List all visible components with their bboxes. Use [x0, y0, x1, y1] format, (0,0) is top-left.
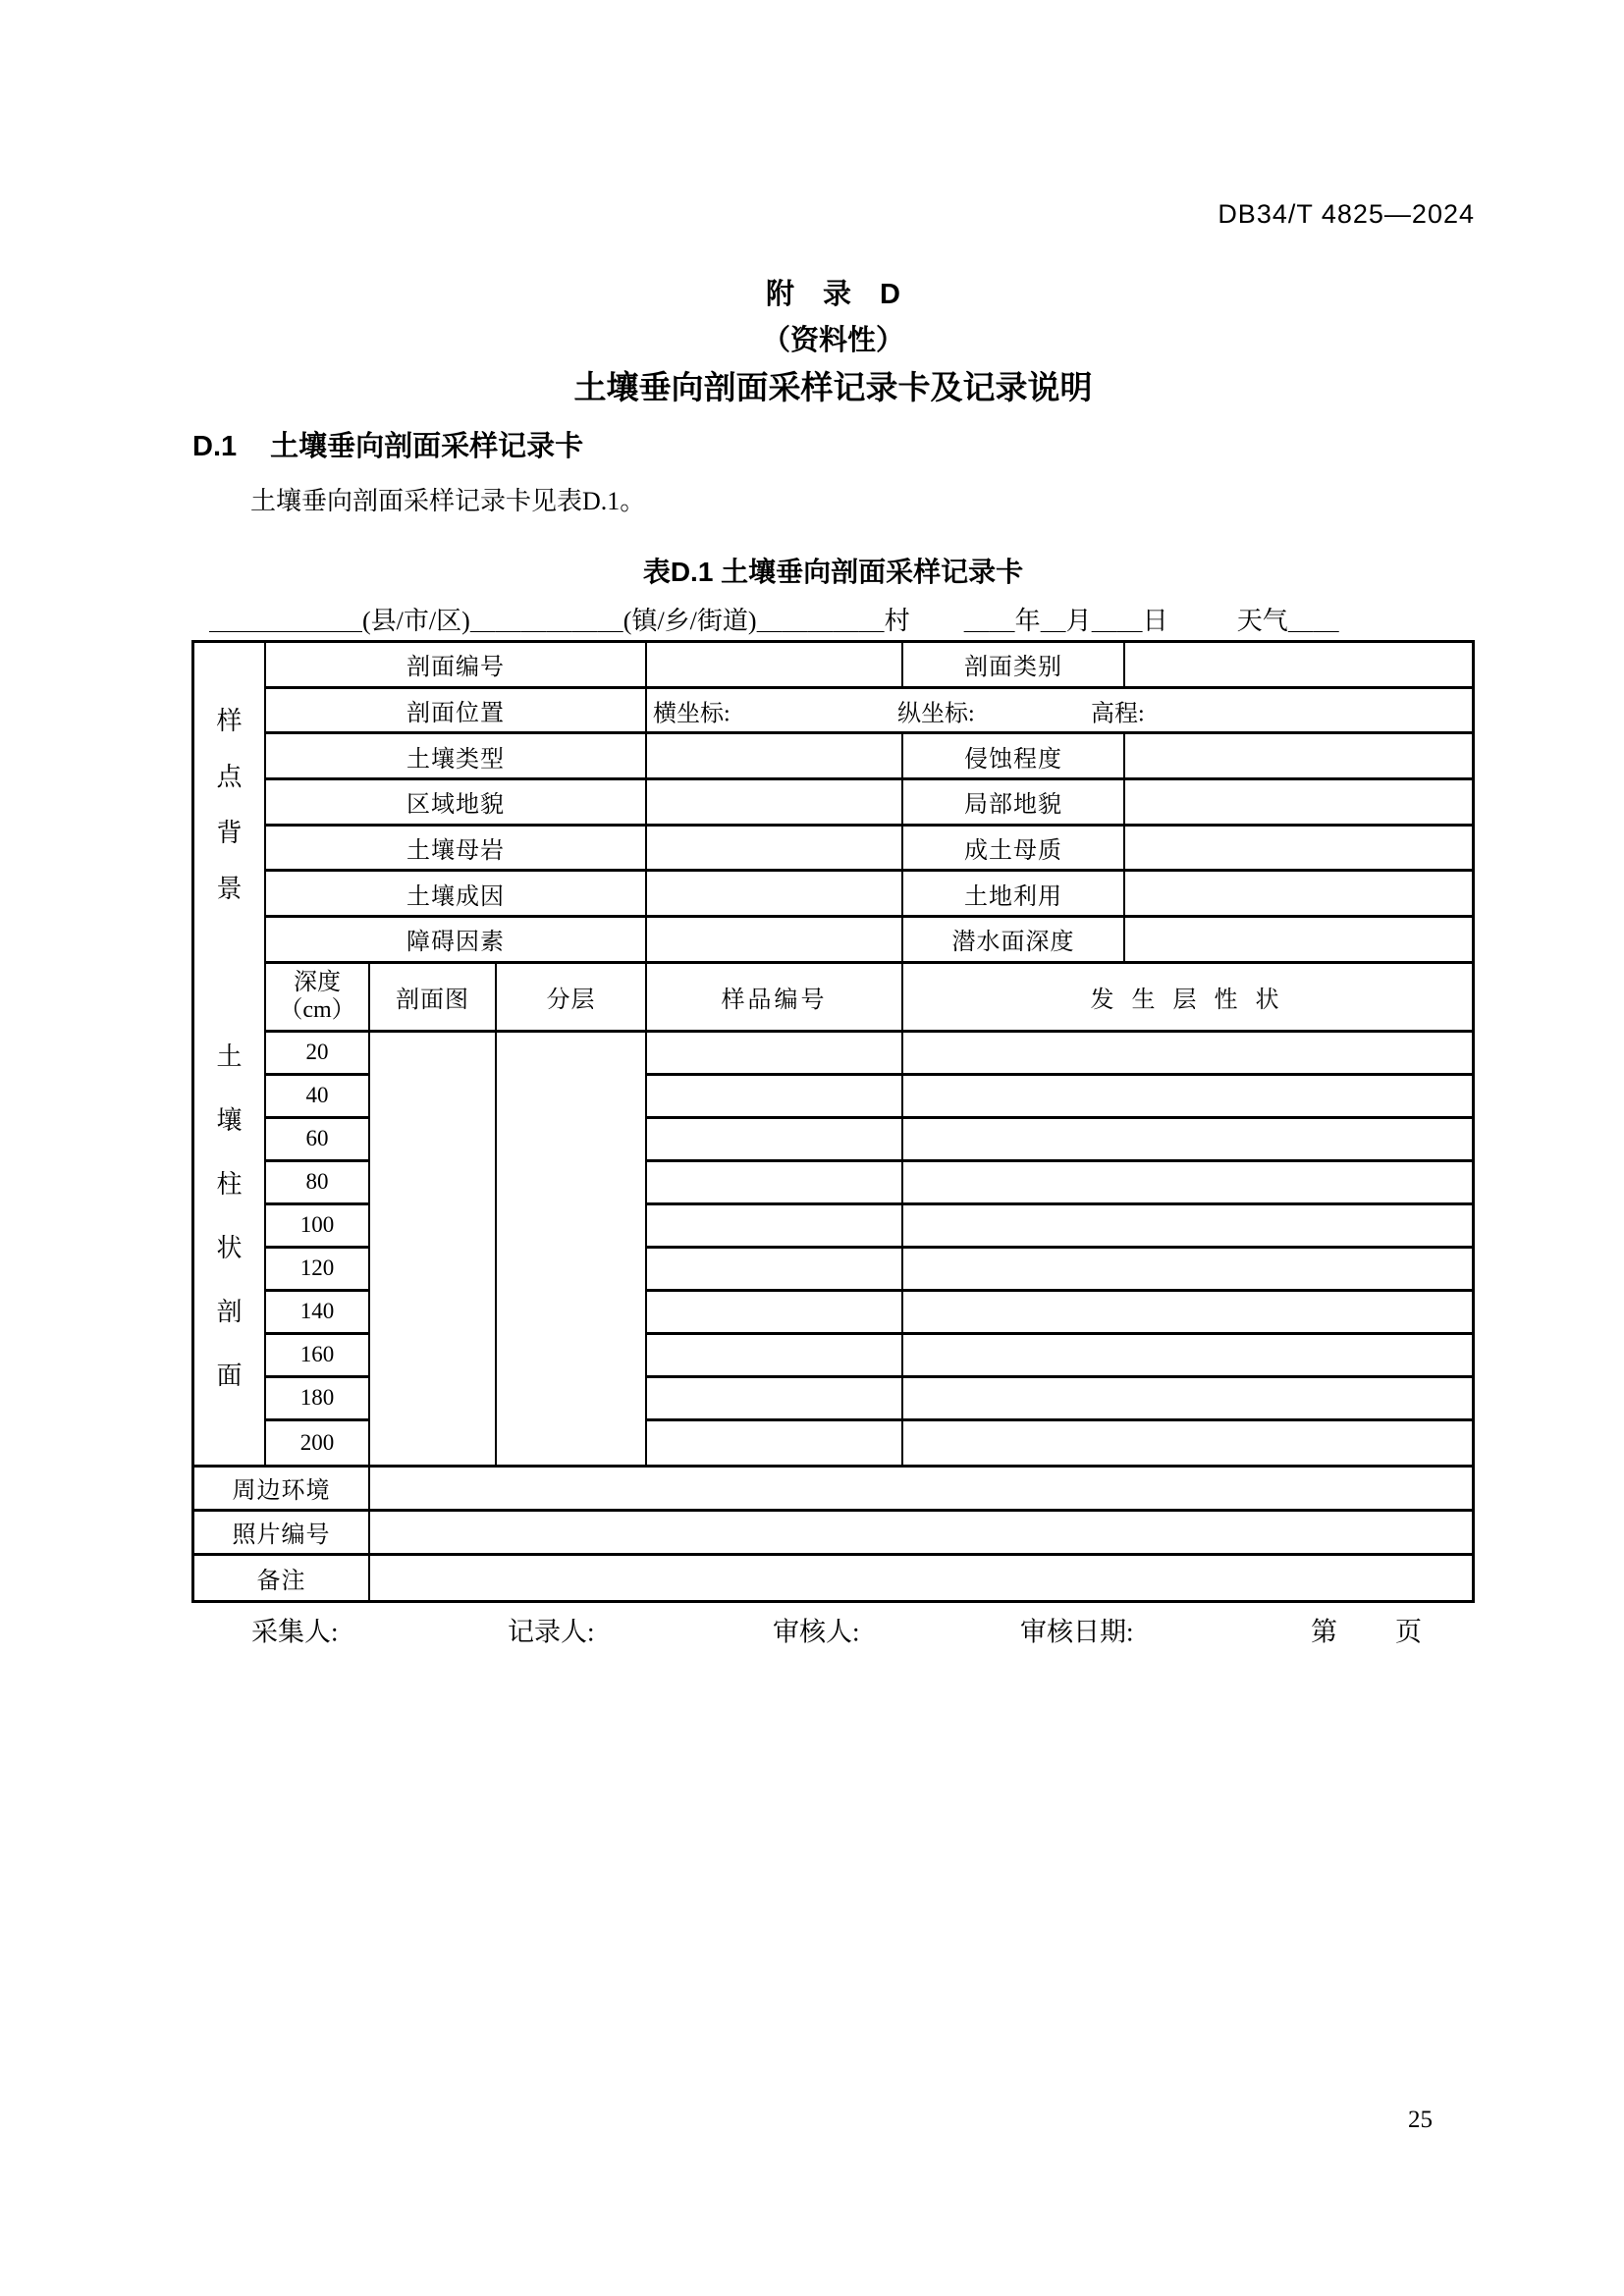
label-y-coordinate: 纵坐标:: [897, 701, 975, 727]
label-x-coordinate: 横坐标:: [653, 701, 731, 727]
label-photo-number: 照片编号: [194, 1512, 370, 1553]
column-header-sample-number: 样品编号: [647, 964, 903, 1030]
blank-line: ＿＿: [963, 607, 1015, 635]
depth-tick: 20: [266, 1033, 368, 1076]
sample-number-cell: [647, 1162, 903, 1202]
label-parent-rock: 土壤母岩: [266, 827, 647, 870]
label-surroundings: 周边环境: [194, 1468, 370, 1509]
label-review-date: 审核日期:: [1020, 1617, 1134, 1647]
table-row-soil-type: [266, 734, 1472, 780]
value-cell-profile-category: [1125, 643, 1472, 686]
sample-and-horizon-rows: [647, 1033, 1472, 1465]
value-cell-parent-material: [1125, 827, 1472, 870]
horizon-characteristics-cell: [903, 1378, 1472, 1418]
sample-horizon-row: [647, 1421, 1472, 1465]
group-char: 状: [216, 1233, 243, 1262]
year-label: 年: [1014, 607, 1041, 635]
depth-tick: 40: [266, 1076, 368, 1119]
label-page-suffix: 页: [1395, 1617, 1422, 1647]
profile-figure-cell: [370, 1033, 497, 1465]
blank-line: ＿: [1040, 607, 1066, 635]
horizon-characteristics-cell: [903, 1292, 1472, 1332]
informative-label: （资料性）: [761, 325, 904, 356]
value-cell-local-landform: [1125, 780, 1472, 824]
horizon-characteristics-cell: [903, 1162, 1472, 1202]
weather-label: 天气: [1236, 607, 1288, 635]
value-cell-soil-genesis: [647, 872, 903, 915]
label-page-prefix: 第: [1311, 1617, 1337, 1647]
village-label: 村: [884, 607, 910, 635]
table-row-surroundings: [194, 1468, 1472, 1512]
blank-line: ＿＿＿＿＿: [756, 607, 885, 635]
table-row-photo-number: [194, 1512, 1472, 1556]
value-cell-obstacle-factor: [647, 918, 903, 961]
soil-column-body: [266, 1033, 1472, 1465]
label-recorder: 记录人:: [508, 1617, 595, 1647]
value-cell-parent-rock: [647, 827, 903, 870]
depth-tick: 80: [266, 1162, 368, 1205]
section-heading-text: 土壤垂向剖面采样记录卡: [270, 431, 584, 462]
body-paragraph: 土壤垂向剖面采样记录卡见表D.1。: [250, 487, 646, 515]
sample-number-cell: [647, 1205, 903, 1246]
label-soil-genesis: 土壤成因: [266, 872, 647, 915]
value-cell-surroundings: [370, 1468, 1472, 1509]
appendix-subject-title: 土壤垂向剖面采样记录卡及记录说明: [573, 369, 1093, 405]
sample-number-cell: [647, 1033, 903, 1073]
group-label-soil-column: [194, 964, 266, 1465]
horizon-characteristics-cell: [903, 1076, 1472, 1116]
sample-background-rows: [266, 643, 1472, 964]
sample-number-cell: [647, 1076, 903, 1116]
value-cell-regional-landform: [647, 780, 903, 824]
sample-horizon-row: [647, 1249, 1472, 1292]
page-number: 25: [1408, 2107, 1433, 2133]
sample-number-cell: [647, 1292, 903, 1332]
label-reviewer: 审核人:: [773, 1617, 860, 1647]
sample-horizon-row: [647, 1292, 1472, 1335]
value-cell-profile-number: [647, 643, 903, 686]
sample-number-cell: [647, 1249, 903, 1289]
county-label: (县/市/区): [362, 607, 470, 635]
label-profile-category: 剖面类别: [903, 643, 1125, 686]
table-row-profile-number: [266, 643, 1472, 689]
group-char: 点: [216, 763, 243, 792]
depth-tick: 160: [266, 1335, 368, 1378]
label-erosion-degree: 侵蚀程度: [903, 734, 1125, 777]
label-profile-number: 剖面编号: [266, 643, 647, 686]
horizon-characteristics-cell: [903, 1335, 1472, 1375]
table-row-parent-rock: [266, 827, 1472, 873]
column-header-profile-figure: 剖面图: [370, 964, 497, 1030]
value-cell-remarks: [370, 1556, 1472, 1600]
column-header-layering: 分层: [497, 964, 647, 1030]
group-char: 背: [216, 819, 243, 848]
town-label: (镇/乡/街道): [623, 607, 757, 635]
record-card-table: [191, 640, 1475, 1603]
depth-tick: 180: [266, 1378, 368, 1421]
horizon-characteristics-cell: [903, 1421, 1472, 1465]
depth-header-line2: （cm）: [279, 997, 355, 1024]
table-row-soil-genesis: [266, 872, 1472, 918]
depth-tick: 200: [299, 1429, 335, 1455]
label-obstacle-factor: 障碍因素: [266, 918, 647, 961]
value-cell-water-table-depth: [1125, 918, 1472, 961]
sample-number-cell: [647, 1421, 903, 1465]
soil-column-header-row: [266, 964, 1472, 1033]
standard-code: DB34/T 4825—2024: [1218, 199, 1475, 229]
section-number: D.1: [192, 431, 238, 462]
label-parent-material: 成土母质: [903, 827, 1125, 870]
label-soil-type: 土壤类型: [266, 734, 647, 777]
label-water-table-depth: 潜水面深度: [903, 918, 1125, 961]
section-heading: [192, 424, 583, 464]
value-cell-soil-type: [647, 734, 903, 777]
table-row-regional-landform: [266, 780, 1472, 827]
table-row-obstacle-factor: [266, 918, 1472, 964]
value-cell-land-use: [1125, 872, 1472, 915]
group-char: 柱: [216, 1169, 243, 1199]
blank-line: ＿＿＿＿＿＿: [209, 607, 363, 635]
horizon-characteristics-cell: [903, 1033, 1472, 1073]
group-char: 样: [216, 707, 243, 736]
table-caption: 表D.1 土壤垂向剖面采样记录卡: [642, 557, 1024, 587]
sample-horizon-row: [647, 1335, 1472, 1378]
soil-column-section: [194, 964, 1472, 1468]
month-label: 月: [1065, 607, 1092, 635]
group-label-sample-background: [194, 643, 266, 964]
group-char: 面: [216, 1361, 243, 1390]
sample-number-cell: [647, 1378, 903, 1418]
table-row-profile-location: [266, 689, 1472, 735]
day-label: 日: [1142, 607, 1168, 635]
label-elevation: 高程:: [1091, 701, 1145, 727]
table-row-remarks: [194, 1556, 1472, 1600]
location-fill-in-line: [191, 601, 1475, 637]
horizon-characteristics-cell: [903, 1205, 1472, 1246]
group-char: 壤: [216, 1105, 243, 1135]
depth-scale-column: [266, 1033, 370, 1465]
sample-number-cell: [647, 1335, 903, 1375]
label-profile-location: 剖面位置: [266, 689, 647, 732]
layering-cell: [497, 1033, 647, 1465]
sample-number-cell: [647, 1119, 903, 1159]
bottom-rows-section: [194, 1468, 1472, 1600]
appendix-title: 附 录 D: [766, 279, 900, 310]
signature-line: [191, 1612, 1475, 1647]
label-regional-landform: 区域地貌: [266, 780, 647, 824]
sample-horizon-row: [647, 1033, 1472, 1076]
sample-horizon-row: [647, 1205, 1472, 1249]
depth-tick: 140: [266, 1292, 368, 1335]
group-char: 土: [216, 1041, 243, 1071]
sample-horizon-row: [647, 1378, 1472, 1421]
value-cell-erosion-degree: [1125, 734, 1472, 777]
blank-line: ＿＿: [1091, 607, 1143, 635]
column-header-depth: [266, 964, 370, 1030]
horizon-characteristics-cell: [903, 1249, 1472, 1289]
horizon-characteristics-cell: [903, 1119, 1472, 1159]
soil-column-grid: [266, 964, 1472, 1465]
sample-horizon-row: [647, 1119, 1472, 1162]
sample-background-section: [194, 643, 1472, 964]
label-collector: 采集人:: [251, 1617, 339, 1647]
group-char: 剖: [216, 1297, 243, 1326]
depth-tick: 60: [266, 1119, 368, 1162]
blank-line: ＿＿＿＿＿＿: [469, 607, 623, 635]
depth-tick: 120: [266, 1249, 368, 1292]
sample-horizon-row: [647, 1076, 1472, 1119]
column-header-horizon-characteristics: 发 生 层 性 状: [1090, 987, 1285, 1013]
value-cell-photo-number: [370, 1512, 1472, 1553]
label-land-use: 土地利用: [903, 872, 1125, 915]
depth-tick: 100: [266, 1205, 368, 1249]
depth-header-line1: 深度: [294, 969, 341, 995]
label-remarks: 备注: [194, 1556, 370, 1600]
group-char: 景: [216, 875, 243, 904]
label-local-landform: 局部地貌: [903, 780, 1125, 824]
coords-cell: [647, 689, 1472, 732]
blank-line: ＿＿: [1287, 607, 1339, 635]
sample-horizon-row: [647, 1162, 1472, 1205]
